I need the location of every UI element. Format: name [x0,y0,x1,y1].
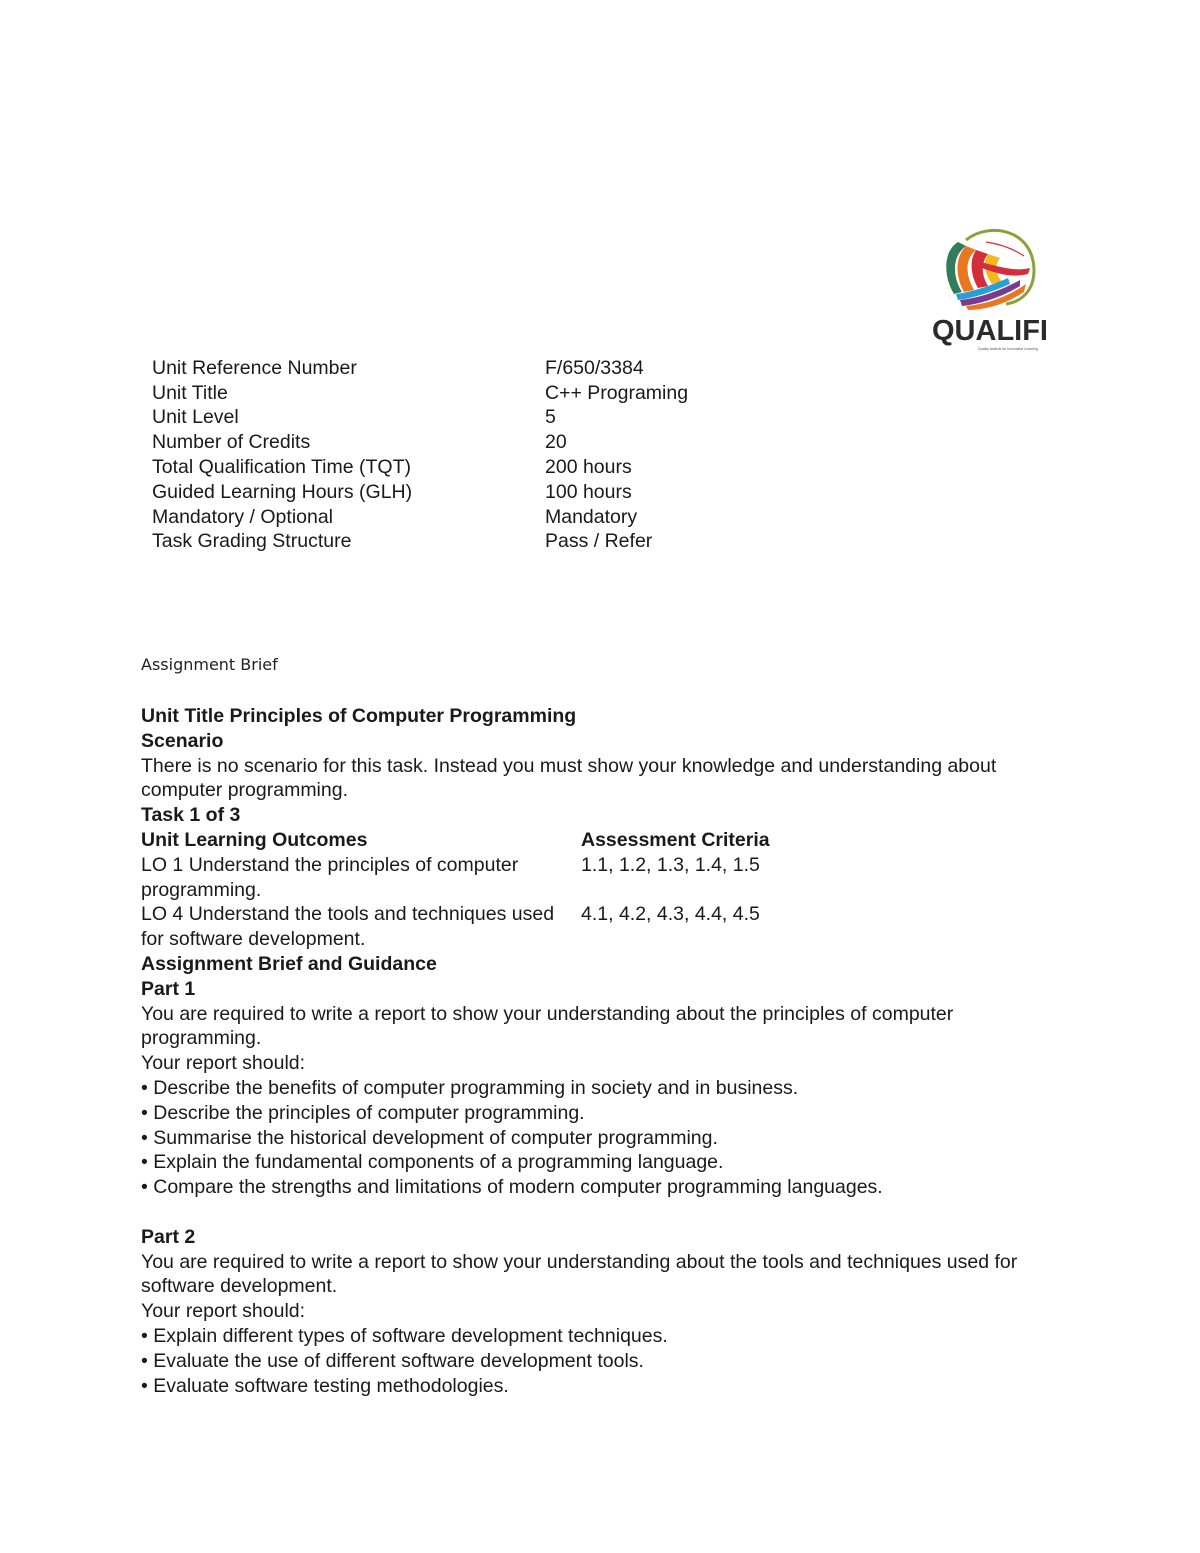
task-heading: Task 1 of 3 [141,804,241,827]
unit-info-value: Mandatory [545,505,638,528]
unit-info-label: Mandatory / Optional [152,505,334,528]
guidance-heading: Assignment Brief and Guidance [141,952,437,975]
unit-info-row [152,430,852,455]
unit-info-label: Unit Reference Number [152,356,357,379]
list-item: • Compare the strengths and limitations of modern computer programming languages. [141,1175,1021,1200]
part1-intro: You are required to write a report to show your understanding about the principles of computer programming. [141,1002,954,1050]
part1-heading: Part 1 [141,977,196,1000]
unit-info-row [152,505,852,530]
qualifi-logo [928,222,1054,352]
unit-info-value: 20 [545,431,567,454]
scenario-heading: Scenario [141,729,224,752]
unit-info-label: Unit Level [152,406,239,429]
list-item: • Evaluate software testing methodologies. [141,1374,1021,1399]
unit-info-row [152,356,852,381]
unit-info-label: Unit Title [152,381,228,404]
unit-info-label: Guided Learning Hours (GLH) [152,480,413,503]
assignment-body [141,704,1021,1398]
scenario-text: There is no scenario for this task. Instead you must show your knowledge and understanding about computer programming. [141,754,997,802]
list-item: • Explain different types of software development techniques. [141,1324,1021,1349]
outcome-row [141,902,1021,952]
logo-tagline: Quality Awards for Innovative Learning [978,347,1038,351]
spacer [141,1200,1021,1225]
part2-bullet-list [141,1324,1021,1398]
criteria-header: Assessment Criteria [581,828,770,851]
criteria-text: 1.1, 1.2, 1.3, 1.4, 1.5 [581,853,760,876]
outcomes-header-row [141,828,1021,853]
unit-info-label: Task Grading Structure [152,530,352,553]
list-item: • Evaluate the use of different software development tools. [141,1349,1021,1374]
list-item: • Describe the benefits of computer programming in society and in business. [141,1076,1021,1101]
part2-heading: Part 2 [141,1225,196,1248]
part1-should: Your report should: [141,1052,306,1075]
assignment-brief-heading: Assignment Brief [141,655,278,674]
part2-intro: You are required to write a report to show your understanding about the tools and techniques used for software development. [141,1250,1018,1298]
logo-wordmark: QUALIFI [932,315,1048,347]
unit-info-row [152,455,852,480]
unit-info-row [152,406,852,431]
unit-info-table [152,356,852,554]
list-item: • Explain the fundamental components of a programming language. [141,1150,1021,1175]
list-item: • Describe the principles of computer programming. [141,1101,1021,1126]
unit-info-label: Total Qualification Time (TQT) [152,456,411,479]
outcome-row [141,853,1021,903]
outcome-text: LO 1 Understand the principles of computer programming. [141,853,519,901]
unit-info-label: Number of Credits [152,431,311,454]
unit-info-row [152,530,852,555]
list-item: • Summarise the historical development of computer programming. [141,1126,1021,1151]
unit-info-value: F/650/3384 [545,356,644,379]
unit-info-value: Pass / Refer [545,530,653,553]
unit-info-value: C++ Programing [545,381,689,404]
criteria-text: 4.1, 4.2, 4.3, 4.4, 4.5 [581,903,760,926]
outcome-text: LO 4 Understand the tools and techniques used for software development. [141,903,555,951]
unit-title-heading: Unit Title Principles of Computer Programming [141,705,577,727]
part2-should: Your report should: [141,1300,306,1323]
unit-info-row [152,381,852,406]
unit-info-value: 100 hours [545,480,632,503]
part1-bullet-list [141,1076,1021,1200]
unit-info-value: 5 [545,406,556,429]
outcomes-header: Unit Learning Outcomes [141,828,368,851]
unit-info-value: 200 hours [545,456,632,479]
unit-info-row [152,480,852,505]
